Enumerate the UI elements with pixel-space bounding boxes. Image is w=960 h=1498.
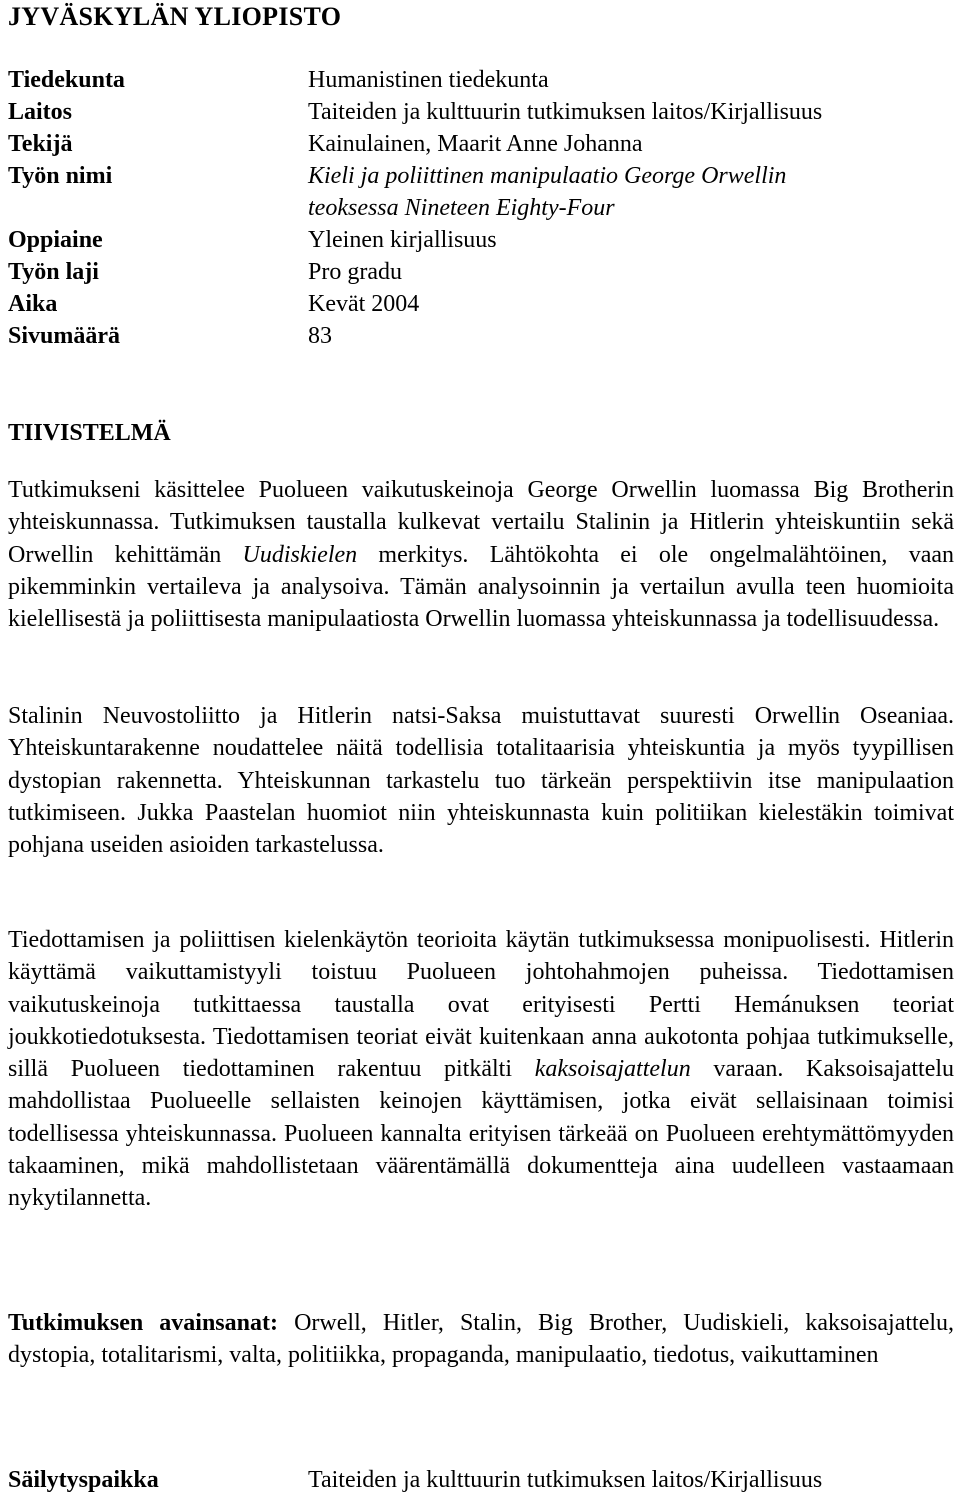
keywords-paragraph — [8, 1307, 954, 1372]
keywords-value: Orwell, Hitler, Stalin, Big Brother, Uudiskieli, kaksoisajattelu, dystopia, totalitarismi, valta, politiikka, propaganda, manipulaatio, tiedotus, vaikuttaminen — [8, 1310, 955, 1369]
abstract-p3-italic: kaksoisajattelun — [534, 1056, 691, 1083]
abstract-paragraph-2: Stalinin Neuvostoliitto ja Hitlerin natsi-Saksa muistuttavat suuresti Orwellin Oseaniaa. Yhteiskuntarakenne noudattelee näitä todellisia totalitaarisia yhteiskuntia ja myös tyypillisen dystopian rakennetta. Yhteiskunnan tarkastelu tuo tärkeän perspektiivin itse manipulaation tutkimiseen. Jukka Paastelan huomiot niin yhteiskunnasta kuin politiikan kielestäkin toimivat pohjana useiden asioiden tarkastelussa. — [8, 703, 954, 859]
abstract-p1-text-a: Tutkimukseni käsittelee Puolueen vaikutuskeinoja George Orwellin luomassa Big Brotherin yhteiskunnassa. Tutkimuksen taustalla kulkevat vertailu Stalinin ja Hitlerin yhteiskuntiin sekä Orwellin kehittämän — [8, 477, 954, 568]
abstract-paragraph-1 — [8, 474, 954, 635]
work-type-label: Työn laji — [8, 259, 99, 285]
page-count-value: 83 — [308, 323, 332, 349]
author-value: Kainulainen, Maarit Anne Johanna — [308, 131, 643, 157]
storage-label: Säilytyspaikka — [8, 1467, 159, 1493]
faculty-label: Tiedekunta — [8, 67, 125, 93]
work-type-value: Pro gradu — [308, 259, 402, 285]
keywords-label: Tutkimuksen avainsanat: — [8, 1310, 278, 1336]
abstract-heading: TIIVISTELMÄ — [8, 420, 171, 446]
thesis-title-line2: teoksessa Nineteen Eighty-Four — [308, 195, 615, 221]
abstract-p3-text-a: Tiedottamisen ja poliittisen kielenkäytön teorioita käytän tutkimuksessa monipuolisesti. Hitlerin käyttämä vaikuttamistyyli toistuu Puolueen johtohahmojen puheissa. Tiedottamisen vaikutuskeinoja tutkittaessa taustalla ovat erityisesti Pertti Hemánuksen teoriat joukkotiedotuksesta. Tiedottamisen teoriat eivät kuitenkaan anna aukotonta pohjaa tutkimukselle, sillä Puolueen tiedottaminen rakentuu pitkälti — [8, 927, 954, 1083]
author-label: Tekijä — [8, 131, 73, 157]
date-label: Aika — [8, 291, 58, 317]
department-value: Taiteiden ja kulttuurin tutkimuksen laitos/Kirjallisuus — [308, 99, 823, 125]
department-label: Laitos — [8, 99, 73, 125]
university-name: JYVÄSKYLÄN YLIOPISTO — [8, 2, 342, 31]
subject-label: Oppiaine — [8, 227, 103, 253]
thesis-title-label: Työn nimi — [8, 163, 113, 189]
page-count-label: Sivumäärä — [8, 323, 121, 349]
abstract-paragraph-3 — [8, 924, 954, 1215]
thesis-title-line1: Kieli ja poliittinen manipulaatio George Orwellin — [308, 163, 787, 189]
storage-value: Taiteiden ja kulttuurin tutkimuksen laitos/Kirjallisuus — [308, 1467, 823, 1493]
faculty-value: Humanistinen tiedekunta — [308, 67, 549, 93]
abstract-p3-text-b: varaan. Kaksoisajattelu mahdollistaa Puolueelle sellaisten keinojen käyttämisen, jotka eivät sellaisinaan toimisi todellisessa yhteiskunnassa. Puolueen kannalta erityisen tärkeää on Puolueen erehtymättömyyden takaaminen, mikä mahdollistetaan väärentämällä dokumentteja aina uudelleen vastaamaan nykytilannetta. — [8, 1056, 955, 1212]
abstract-p1-italic: Uudiskielen — [242, 541, 358, 568]
date-value: Kevät 2004 — [308, 291, 420, 317]
abstract-p1-text-b: merkitys. Lähtökohta ei ole ongelmalähtöinen, vaan pikemminkin vertaileva ja analysoiva. Tämän analysoinnin ja vertailun avulla teen huomioita kielellisestä ja poliittisesta manipulaatiosta Orwellin luomassa yhteiskunnassa ja todellisuudessa. — [8, 541, 954, 633]
subject-value: Yleinen kirjallisuus — [308, 227, 497, 253]
